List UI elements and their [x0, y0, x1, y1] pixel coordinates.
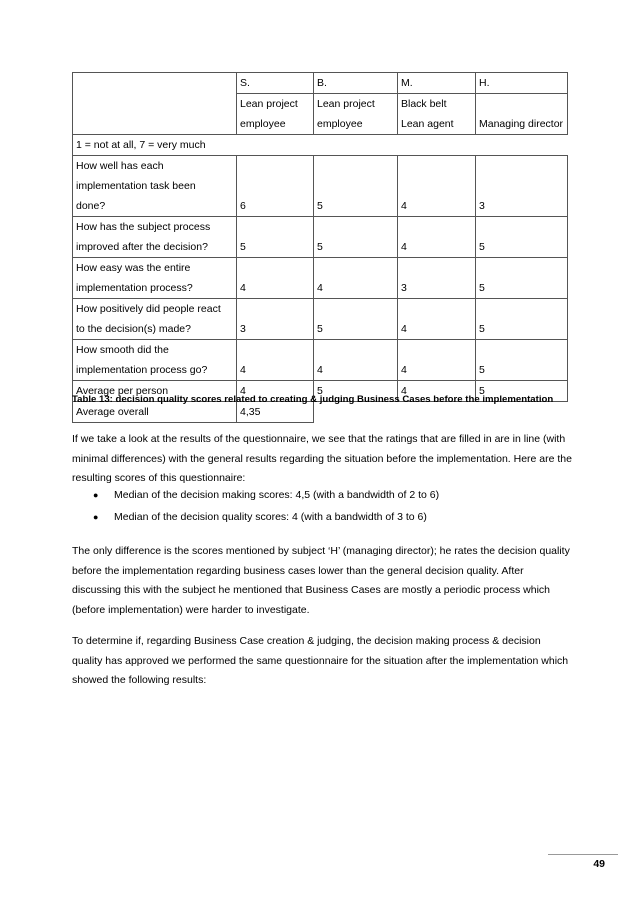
subject-role: Lean project employee: [314, 94, 398, 135]
score-cell: 4: [314, 340, 398, 381]
paragraph-after-implementation: To determine if, regarding Business Case creation & judging, the decision making process & decision quality has approved we performed the same questionnaire for the situation after the implementation which showed the following results:: [72, 635, 569, 686]
question-cell: How easy was the entire implementation process?: [73, 258, 237, 299]
subject-initial: B.: [314, 73, 398, 94]
score-cell: 3: [398, 258, 476, 299]
table-row: [73, 156, 568, 217]
subject-role: Lean project employee: [237, 94, 314, 135]
table-row: [73, 217, 568, 258]
scale-note: 1 = not at all, 7 = very much: [73, 135, 237, 156]
decision-quality-table: [72, 72, 568, 423]
average-overall-label: Average overall: [73, 402, 237, 423]
score-cell: 4: [237, 381, 314, 402]
score-cell: 5: [476, 381, 568, 402]
score-cell: 4: [398, 340, 476, 381]
score-cell: 4: [398, 381, 476, 402]
score-cell: 5: [476, 217, 568, 258]
score-cell: 5: [314, 156, 398, 217]
score-cell: 5: [476, 258, 568, 299]
score-cell: 5: [476, 340, 568, 381]
score-cell: 6: [237, 156, 314, 217]
score-cell: 5: [237, 217, 314, 258]
score-cell: 4: [314, 258, 398, 299]
table-row: [73, 299, 568, 340]
subject-role: Managing director: [476, 94, 568, 135]
bullet-icon: ●: [93, 490, 99, 500]
score-cell: 4: [398, 156, 476, 217]
question-cell: How well has each implementation task been done?: [73, 156, 237, 217]
score-cell: 4: [237, 258, 314, 299]
bullet-icon: ●: [93, 512, 99, 522]
paragraph-results: If we take a look at the results of the questionnaire, we see that the ratings that are filled in are in line (with minimal differences) with the general results regarding the situation before the implementation. Here are the resulting scores of this questionnaire:: [72, 433, 572, 484]
table-corner-cell: [73, 73, 237, 135]
average-per-person-label: Average per person: [73, 381, 237, 402]
score-cell: 4: [398, 299, 476, 340]
table-row: [73, 258, 568, 299]
subject-initial: M.: [398, 73, 476, 94]
list-item: [72, 484, 572, 506]
score-cell: 4: [237, 340, 314, 381]
table-caption: Table 13: decision quality scores related to creating & judging Business Cases before the implementation: [72, 394, 554, 405]
question-cell: How positively did people react to the decision(s) made?: [73, 299, 237, 340]
average-overall-value: 4,35: [237, 402, 314, 423]
score-cell: 5: [314, 381, 398, 402]
page-number: 49: [593, 858, 605, 870]
score-cell: 5: [476, 299, 568, 340]
subject-initial: S.: [237, 73, 314, 94]
median-bullet-list: [72, 484, 572, 528]
table-header-initials-row: [73, 73, 568, 94]
score-cell: 3: [237, 299, 314, 340]
score-cell: 3: [476, 156, 568, 217]
scale-note-filler: [237, 135, 568, 156]
subject-role: Black belt Lean agent: [398, 94, 476, 135]
paragraph-difference: The only difference is the scores mentioned by subject ‘H’ (managing director); he rates the decision quality before the implementation regarding business cases lower than the general decision quality. After discussing this with the subject he mentioned that Business Cases are mostly a periodic process which (before implementation) were harder to investigate.: [72, 545, 570, 616]
table-row: [73, 340, 568, 381]
bullet-text: Median of the decision quality scores: 4 (with a bandwidth of 3 to 6): [114, 511, 427, 523]
question-cell: How has the subject process improved after the decision?: [73, 217, 237, 258]
scale-note-row: [73, 135, 568, 156]
score-cell: 4: [398, 217, 476, 258]
score-cell: 5: [314, 299, 398, 340]
subject-initial: H.: [476, 73, 568, 94]
bullet-text: Median of the decision making scores: 4,5 (with a bandwidth of 2 to 6): [114, 489, 440, 501]
footer-divider: [548, 854, 618, 855]
score-cell: 5: [314, 217, 398, 258]
list-item: [72, 506, 572, 528]
question-cell: How smooth did the implementation process go?: [73, 340, 237, 381]
